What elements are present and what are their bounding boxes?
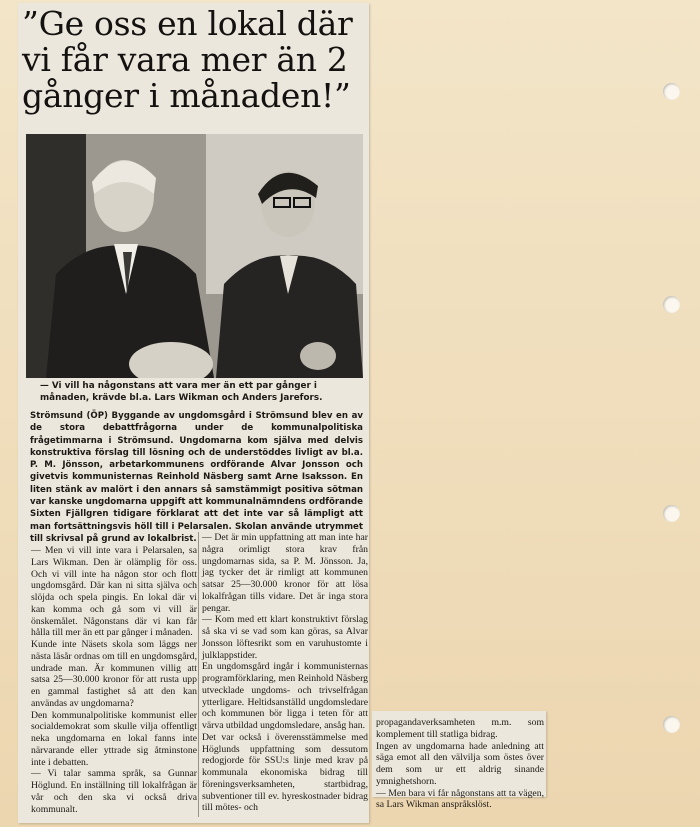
article-column-3 xyxy=(376,717,544,811)
paragraph: En ungdomsgård ingår i kommunisternas programförklaring, men Reinhold Näsberg utvecklade ungdoms- och trivselfrågan ytterligare. Heltidsanställd ungdomsledare och kommunen bör ligga i teten för att värva utbildad ungdomsledare, ansåg han. xyxy=(202,661,368,731)
intro-text: Byggande av ungdomsgård i Strömsund blev en av de stora debattfrågorna under de kommunalpolitiska frågetimmarna i Strömsund. Ungdomarna kom själva med delvis konstruktiva förslag till lösning och de understöddes livligt av bl.a. P. M. Jönsson, arbetarkommunens ordförande Alvar Jonsson och givetvis kommunisternas Reinhold Näsberg samt Arne Isaksson. En liten stänk av malört i den annars så samstämmigt positiva sötman var kanske ungdomarna uppgift att kommunalnämndens ordförande Sixten Fjällgren tidigare förklarat att det inte var så lämpligt att man fortsättningsvis höll till i Pelarsalen. Skolan använde utrymmet till skrivsal på grund av lokalbrist. xyxy=(30,411,363,544)
paragraph: — Det är min uppfattning att man inte har några orimligt stora krav från ungdomarnas sida, sa P. M. Jönsson. Ja, jag tycker det är rimligt att kommunen satsar 25—30.000 kronor för att lösa lokalfrågan tills vidare. Det är inga stora pengar. xyxy=(202,532,368,614)
paragraph: Ingen av ungdomarna hade anledning att säga emot all den välvilja som östes över dem som ur ett aldrig sinande ymnighetshorn. xyxy=(376,740,544,787)
paragraph: — Men vi vill inte vara i Pelarsalen, sa Lars Wikman. Den är olämplig för oss. Och vi vill inte ha någon stor och flott ungdomsgård. Där kan ni sitta själva och slöjda och spela pingis. En lokal där vi kan komma och gå som vi vill är önskemålet. Någonstans där vi kan får hålla till mer än ett par gånger i månaden. xyxy=(31,545,197,639)
intro-paragraph xyxy=(30,410,363,545)
photo-caption: — Vi vill ha någonstans att vara mer än ett par gånger i månaden, krävde bl.a. Lars Wikman och Anders Jarefors. xyxy=(40,381,323,403)
paragraph: — Kom med ett klart konstruktivt förslag så ska vi se vad som kan göras, sa Alvar Jonsson löftesrikt som en varuhustomte i julklappstider. xyxy=(202,614,368,661)
paragraph: Kunde inte Näsets skola som läggs ner nästa läsår ordnas om till en ungdomsgård, undrade man. Är kommunen villig att satsa 25—30.000 kronor för att rusta upp en gammal fastighet så att den kan användas av ungdomarna? xyxy=(31,639,197,709)
binder-hole xyxy=(663,505,680,522)
paragraph: propagandaverksamheten m.m. som komplement till statliga bidrag. xyxy=(376,717,544,740)
article-column-2 xyxy=(202,532,368,814)
binder-hole xyxy=(663,296,680,313)
paragraph: — Men bara vi får någonstans att ta vägen, sa Lars Wikman anspråkslöst. xyxy=(376,787,544,811)
binder-hole xyxy=(663,716,680,733)
dateline: Strömsund (ÖP) xyxy=(30,411,108,421)
column-divider xyxy=(198,532,199,817)
paragraph: Det var också i överensstämmelse med Höglunds uppfattning som dessutom redogjorde för SSU:s linje med krav på kommunala ekonomiska bidrag till föreningsverksamheten, startbidrag, subventioner till ev. hyreskostnader bidrag till mötes- och xyxy=(202,731,368,814)
headline: ”Ge oss en lokal där vi får vara mer än 2 gånger i månaden!” xyxy=(22,4,353,115)
article-column-1 xyxy=(31,545,197,815)
binder-hole xyxy=(663,83,680,100)
newspaper-photo xyxy=(26,134,363,378)
paragraph: — Vi talar samma språk, sa Gunnar Höglund. En inställning till lokalfrågan är vår och den ska vi också driva kommunalt. xyxy=(31,768,197,815)
photo-illustration xyxy=(26,134,363,378)
paragraph: Den kommunalpolitiske kommunist eller socialdemokrat som skulle vilja offentligt neka ungdomarna en lokal fanns inte närvarande eller yttrade sig åtminstone inte i debatten. xyxy=(31,709,197,768)
